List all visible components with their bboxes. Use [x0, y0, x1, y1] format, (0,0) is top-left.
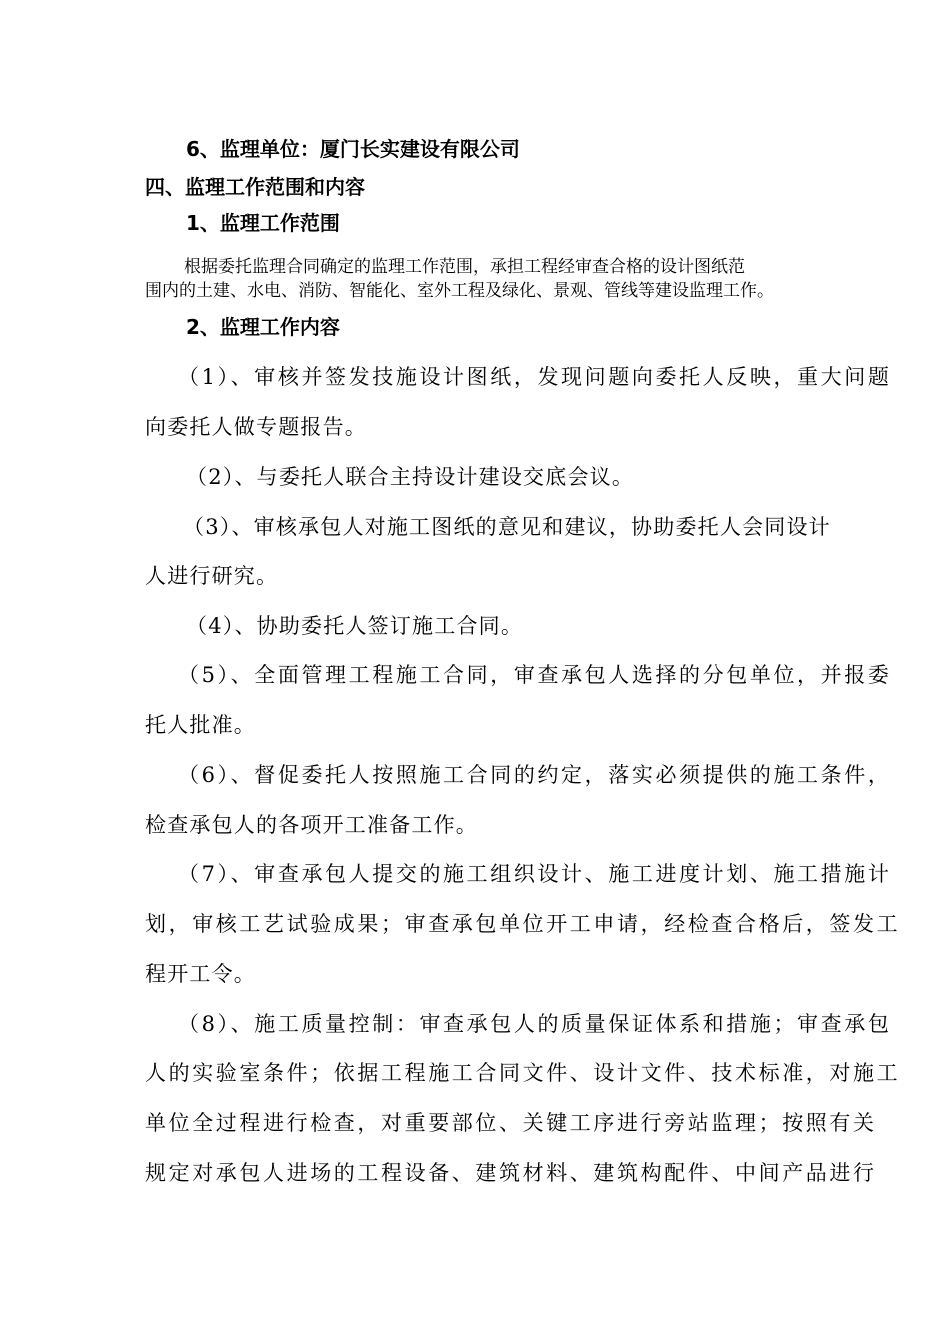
item-line: 人的实验室条件；依据工程施工合同文件、设计文件、技术标准，对施工: [145, 1061, 901, 1085]
item-line: 程开工令。: [145, 962, 256, 986]
item-line: 检查承包人的各项开工准备工作。: [145, 813, 478, 837]
item-line: 划，审核工艺试验成果；审查承包单位开工申请，经检查合格后，签发工: [145, 912, 901, 936]
content-heading: 2、监理工作内容: [186, 315, 340, 339]
scope-paragraph-line: 围内的土建、水电、消防、智能化、室外工程及绿化、景观、管线等建设监理工作。: [145, 281, 774, 301]
item-line: （8）、施工质量控制：审查承包人的质量保证体系和措施；审查承包: [178, 1012, 892, 1036]
item-line: （1）、审核并签发技施设计图纸，发现问题向委托人反映，重大问题: [178, 365, 892, 389]
item-line: （3）、审核承包人对施工图纸的意见和建议，协助委托人会同设计: [183, 515, 831, 539]
supervision-unit-line: 6、监理单位：厦门长实建设有限公司: [186, 137, 520, 161]
item-line: 托人批准。: [145, 713, 256, 737]
section-heading: 四、监理工作范围和内容: [145, 175, 365, 199]
item-line: 单位全过程进行检查，对重要部位、关键工序进行旁站监理；按照有关: [145, 1111, 877, 1135]
item-line: 向委托人做专题报告。: [145, 415, 367, 439]
item-line: （4）、协助委托人签订施工合同。: [186, 614, 524, 638]
scope-paragraph-line: 根据委托监理合同确定的监理工作范围，承担工程经审查合格的设计图纸范: [184, 257, 745, 277]
item-line: （5）、全面管理工程施工合同，审查承包人选择的分包单位，并报委: [178, 663, 892, 687]
item-line: 规定对承包人进场的工程设备、建筑材料、建筑构配件、中间产品进行: [145, 1161, 877, 1185]
item-line: （7）、审查承包人提交的施工组织设计、施工进度计划、施工措施计: [178, 862, 892, 886]
scope-heading: 1、监理工作范围: [186, 211, 340, 235]
item-line: （2）、与委托人联合主持设计建设交底会议。: [186, 465, 635, 489]
item-line: 人进行研究。: [145, 564, 279, 588]
item-line: （6）、督促委托人按照施工合同的约定，落实必须提供的施工条件，: [178, 763, 892, 787]
